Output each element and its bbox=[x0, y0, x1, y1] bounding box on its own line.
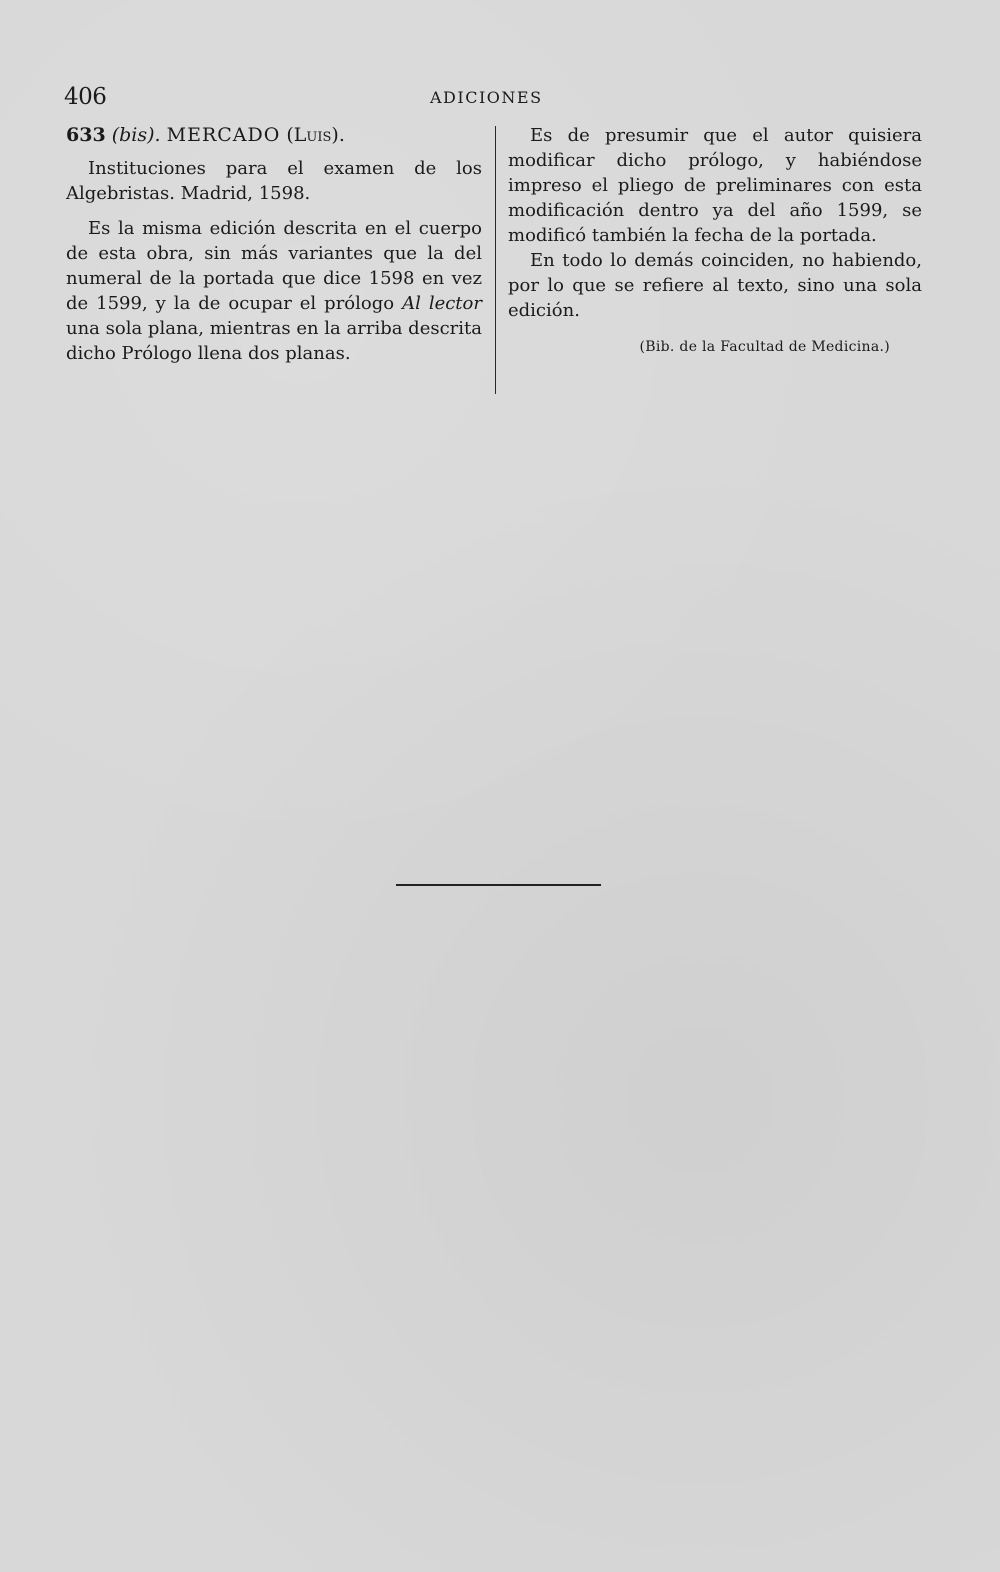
end-rule bbox=[396, 884, 601, 886]
description-paragraph bbox=[66, 216, 482, 366]
source-note: (Bib. de la Facultad de Medicina.) bbox=[639, 339, 890, 355]
prologue-title: Al lector bbox=[402, 293, 482, 314]
entry-number: 633 bbox=[66, 124, 106, 146]
entry-bis: (bis). bbox=[111, 124, 161, 146]
right-paragraph-2: En todo lo demás coinciden, no habiendo, por lo que se refiere al texto, sino una sola edición. bbox=[508, 250, 922, 321]
author-surname: MERCADO bbox=[166, 124, 281, 146]
page-number: 406 bbox=[64, 84, 107, 110]
running-head: ADICIONES bbox=[430, 88, 543, 107]
description-end: una sola plana, mientras en la arriba descrita dicho Prólogo llena dos planas. bbox=[66, 318, 482, 364]
book-title: Instituciones para el examen de los Algebristas. Madrid, 1598. bbox=[66, 158, 482, 204]
author-given-name: Luis bbox=[293, 124, 332, 146]
given-name-close: ). bbox=[331, 124, 345, 146]
right-column bbox=[508, 123, 922, 360]
entry-heading bbox=[66, 123, 482, 148]
right-paragraph-1: Es de presumir que el autor quisiera modificar dicho prólogo, y habiéndose impreso el pliego de preliminares con esta modificación dentro ya del año 1599, se modificó también la fecha de la portada. bbox=[508, 125, 922, 246]
left-column bbox=[66, 123, 482, 366]
column-divider bbox=[495, 126, 496, 394]
given-name-open: ( bbox=[286, 124, 294, 146]
description-start: Es la misma edición descrita en el cuerpo de esta obra, sin más variantes que la del numeral de la portada que dice 1598 en vez de 1599, y la de ocupar el prólogo bbox=[66, 218, 482, 314]
